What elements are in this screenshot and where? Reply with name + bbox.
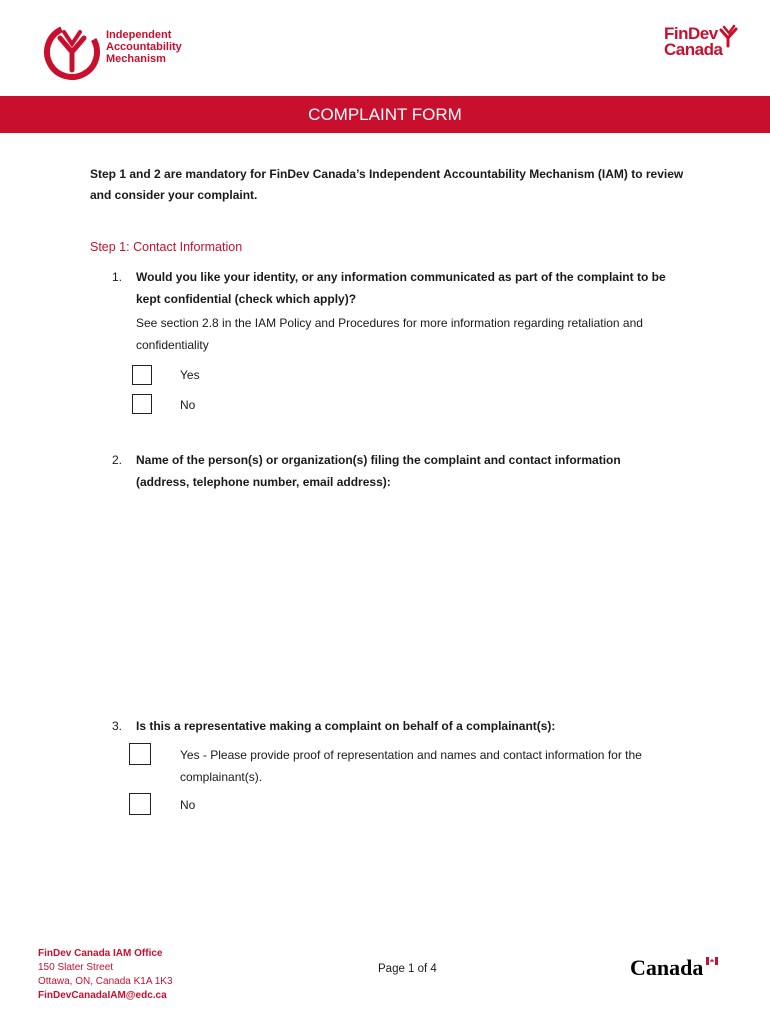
q3-yes-line-1: Yes - Please provide proof of representation and names and contact information for the — [180, 748, 642, 762]
findev-line-2: Canada — [664, 40, 723, 59]
q1-yes-label: Yes — [180, 368, 200, 382]
canada-flag-icon — [706, 957, 718, 965]
canada-wordmark — [630, 955, 703, 981]
q1-text-line-2: kept confidential (check which apply)? — [136, 292, 357, 306]
q2-text-line-1: Name of the person(s) or organization(s) filing the complaint and contact information — [136, 453, 621, 467]
q1-note — [136, 312, 716, 356]
footer-office: FinDev Canada IAM Office — [38, 948, 163, 959]
intro-text: Step 1 and 2 are mandatory for FinDev Canada’s Independent Accountability Mechanism (IAM) to review and consider your complaint. — [90, 167, 684, 202]
canada-wordmark-text: Canada — [630, 955, 704, 980]
iam-wordmark — [106, 29, 182, 65]
footer-city: Ottawa, ON, Canada K1A 1K3 — [38, 976, 173, 987]
q3-yes-checkbox[interactable] — [129, 743, 151, 765]
step-1-heading: Step 1: Contact Information — [90, 240, 243, 254]
q2-text — [136, 449, 716, 493]
q3-yes-line-2: complainant(s). — [180, 770, 263, 784]
iam-line-2: Accountability — [106, 41, 182, 53]
q3-text: Is this a representative making a complaint on behalf of a complainant(s): — [136, 719, 556, 733]
findev-hand-icon — [716, 24, 742, 50]
q1-text-line-1: Would you like your identity, or any information communicated as part of the complaint to be — [136, 270, 666, 284]
iam-line-1: Independent — [106, 29, 172, 41]
q2-number: 2. — [112, 453, 123, 467]
findev-line-1: FinDev — [664, 24, 718, 43]
q1-note-line-2: confidentiality — [136, 338, 209, 352]
q1-number: 1. — [112, 270, 123, 284]
findev-logo — [664, 26, 722, 58]
footer-email[interactable]: FinDevCanadaIAM@edc.ca — [38, 990, 167, 1001]
footer-street: 150 Slater Street — [38, 962, 114, 973]
q3-no-label: No — [180, 798, 196, 812]
q1-no-label: No — [180, 398, 196, 412]
page-number: Page 1 of 4 — [378, 963, 437, 975]
q1-text — [136, 266, 716, 310]
q1-note-line-1: See section 2.8 in the IAM Policy and Procedures for more information regarding retaliation and — [136, 316, 643, 330]
title-banner — [0, 96, 770, 133]
q1-yes-checkbox[interactable] — [132, 365, 152, 385]
q3-number: 3. — [112, 719, 123, 733]
iam-logo-icon — [42, 20, 104, 82]
footer-address — [38, 947, 173, 1003]
page-title: COMPLAINT FORM — [308, 105, 462, 124]
q3-no-checkbox[interactable] — [129, 793, 151, 815]
q2-answer-area[interactable] — [136, 500, 716, 700]
q3-yes-label — [180, 744, 710, 788]
q1-no-checkbox[interactable] — [132, 394, 152, 414]
q2-text-line-2: (address, telephone number, email address): — [136, 475, 391, 489]
iam-line-3: Mechanism — [106, 53, 166, 65]
